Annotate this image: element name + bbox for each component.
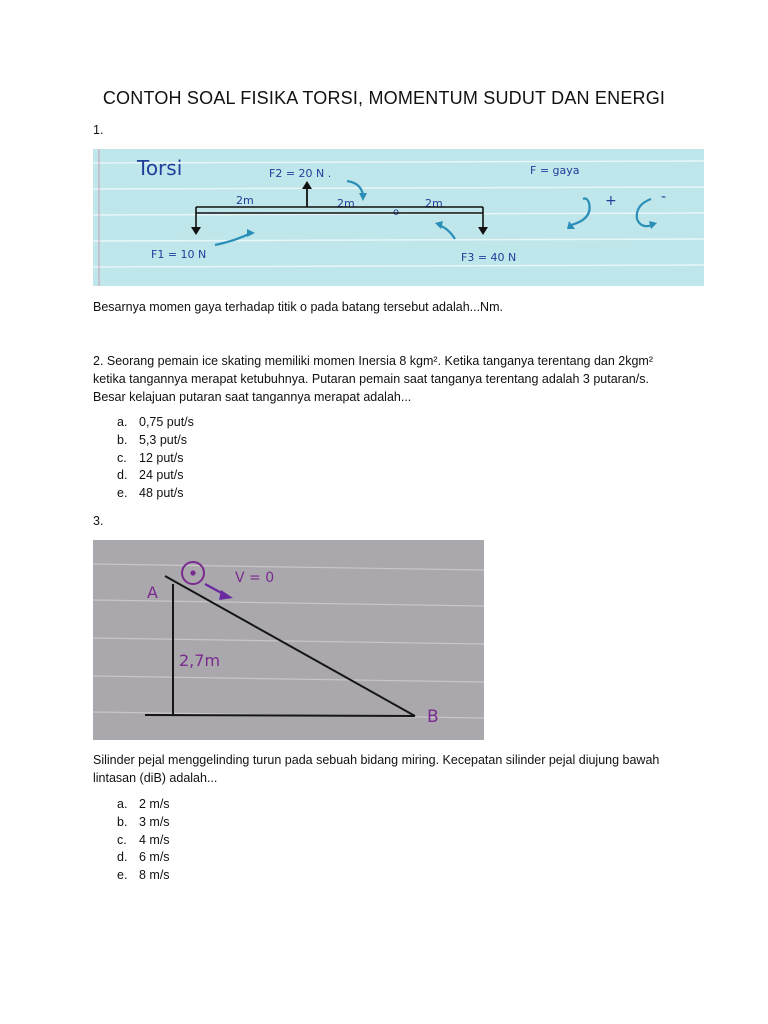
pivot-label: o (393, 207, 400, 218)
torsi-heading: Torsi (137, 156, 183, 180)
option-d: d. 24 put/s (117, 468, 184, 483)
option-b: b. 5,3 put/s (117, 432, 187, 447)
option-b: b. 3 m/s (117, 814, 170, 829)
page-title: CONTOH SOAL FISIKA TORSI, MOMENTUM SUDUT DAN ENERGI (102, 88, 666, 108)
torque-figure (93, 149, 704, 286)
option-e: e. 48 put/s (117, 486, 184, 501)
option-c: c. 4 m/s (117, 832, 170, 847)
incline-figure (93, 540, 484, 740)
question-2-text: 2. Seorang pemain ice skating memiliki momen Inersia 8 kgm². Ketika tanganya terentang dan 2kgm² ketika tangannya merapat ketubuhnya. Putaran pemain saat tanganya terentang adalah 3 putaran/s. Besar kelajuan putaran saat tangannya merapat adalah... (93, 354, 654, 404)
option-c: c. 12 put/s (117, 450, 184, 465)
plus-sign: + (605, 193, 617, 209)
option-d: d. 6 m/s (117, 850, 170, 865)
height-label: 2,7m (179, 651, 221, 670)
minus-sign: - (661, 189, 667, 205)
option-a: a. 0,75 put/s (117, 415, 194, 429)
option-a: a. 2 m/s (117, 797, 170, 811)
point-a-label: A (147, 583, 158, 602)
question-3-number: 3. (93, 514, 104, 528)
question-2-options (117, 414, 194, 503)
distance-right: 2m (425, 197, 443, 210)
option-e: e. 8 m/s (117, 868, 170, 883)
question-3-text: Silinder pejal menggelinding turun pada sebuah bidang miring. Kecepatan silinder pejal diujung bawah lintasan (diB) adalah... (93, 753, 660, 785)
point-b-label: B (427, 707, 439, 727)
question-1-text: Besarnya momen gaya terhadap titik o pada batang tersebut adalah...Nm. (93, 300, 503, 314)
distance-left: 2m (236, 194, 254, 207)
f2-label: F2 = 20 N . (269, 167, 332, 180)
force-legend: F = gaya (530, 164, 580, 177)
f1-label: F1 = 10 N (151, 248, 207, 261)
f3-label: F3 = 40 N (461, 251, 517, 264)
question-1-number: 1. (93, 123, 104, 137)
velocity-label: V = 0 (235, 570, 275, 586)
question-3-options (117, 796, 170, 885)
distance-mid: 2m (337, 197, 355, 210)
